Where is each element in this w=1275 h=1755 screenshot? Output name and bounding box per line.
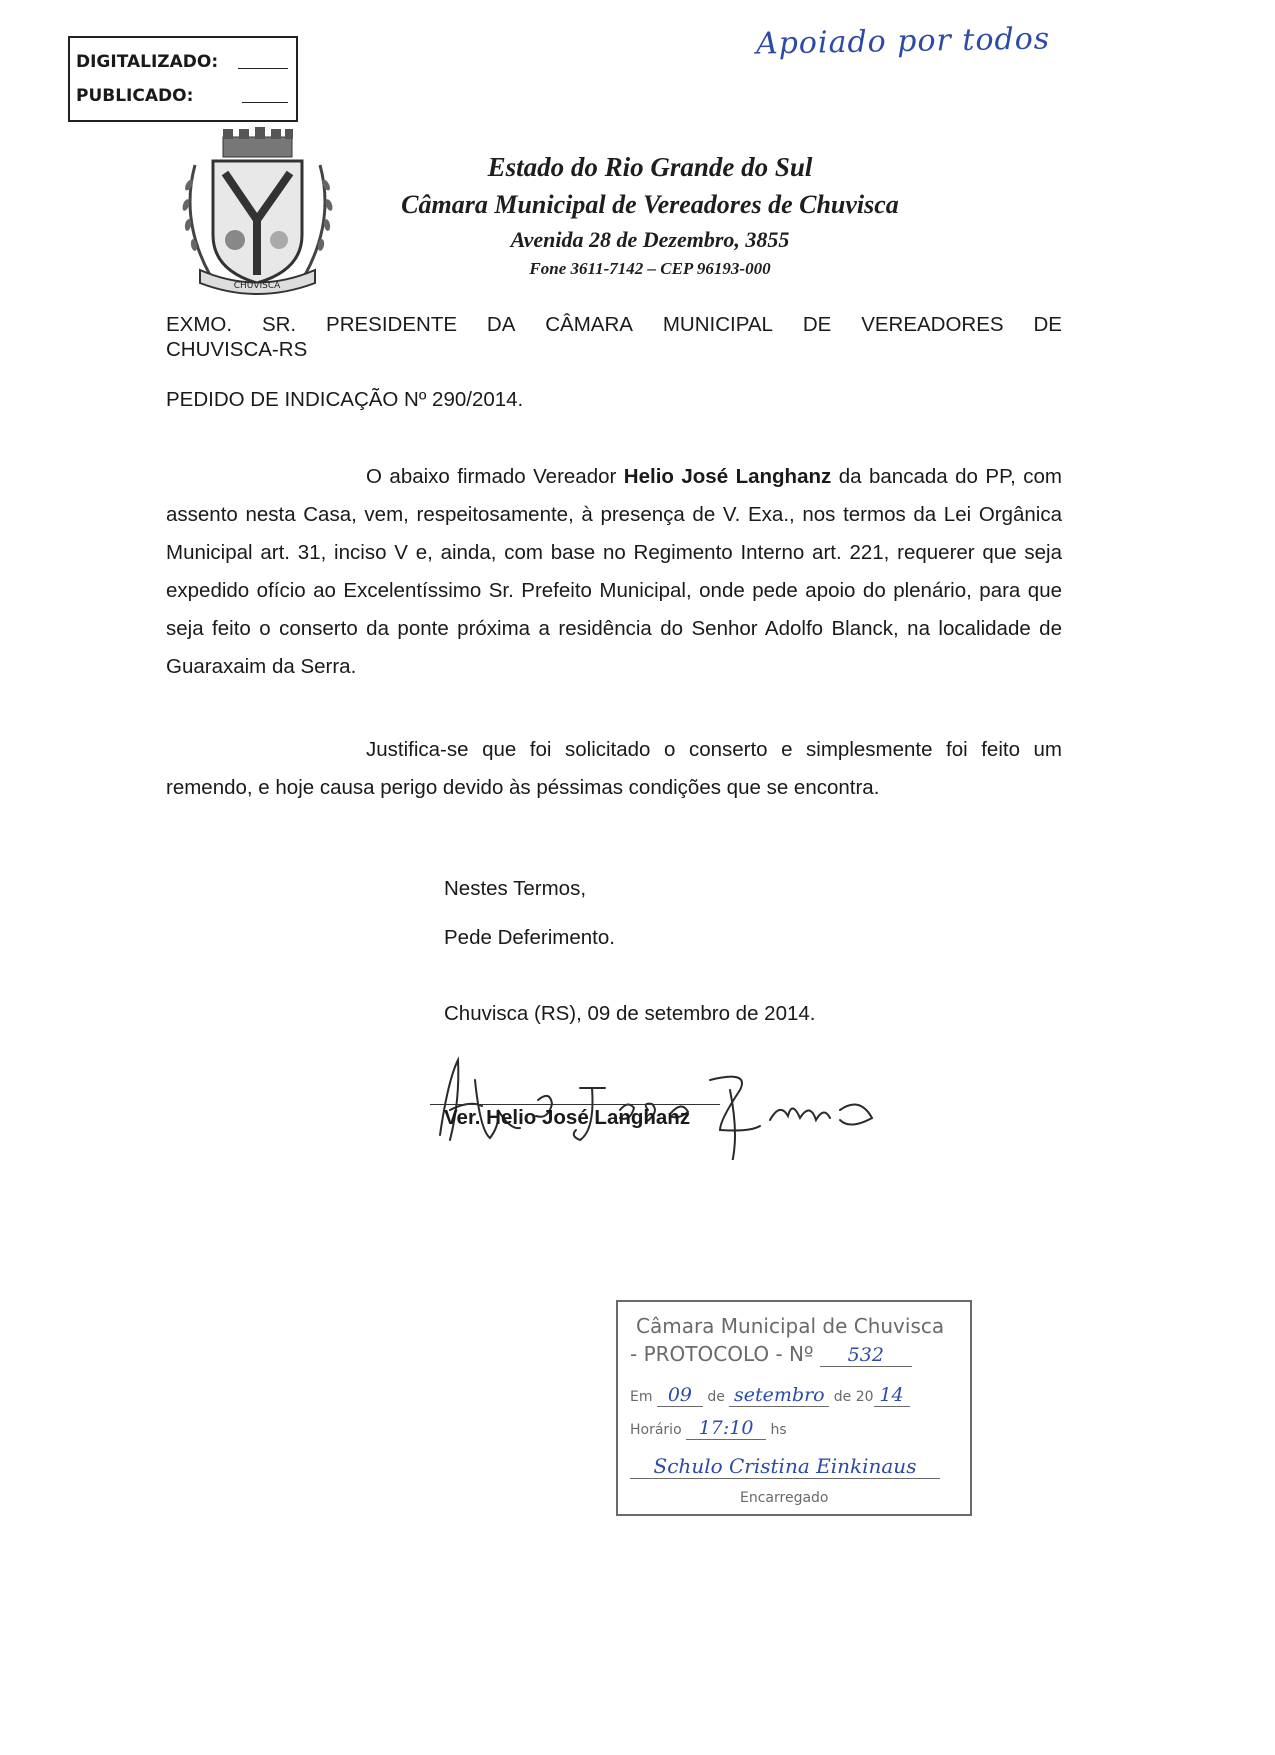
crest-ribbon-text: CHUVISCA [233,281,281,291]
protocol-month: setembro [729,1384,829,1407]
letterhead-contact: Fone 3611-7142 – CEP 96193-000 [529,259,771,278]
addressee-line1: EXMO. SR. PRESIDENTE DA CÂMARA MUNICIPAL DE VEREADORES DE [166,313,1062,336]
request-number: PEDIDO DE INDICAÇÃO Nº 290/2014. [166,388,524,411]
place-date: Chuvisca (RS), 09 de setembro de 2014. [444,1002,816,1025]
publicado-blank [242,102,288,103]
protocol-date-row: Em 09 de setembro de 20 14 [630,1384,910,1407]
body-paragraph-1: O abaixo firmado Vereador Helio José Langhanz da bancada do PP, com assento nesta Casa, vem, respeitosamente, à presença de V. Exa., nos termos da Lei Orgânica Municipal art. 31, inciso V e, ainda, com base no Regimento Interno art. 221, requerer que seja expedido ofício ao Excelentíssimo Sr. Prefeito Municipal, onde pede apoio do plenário, para que seja feito o conserto da ponte próxima a residência do Senhor Adolfo Blanck, na localidade de Guaraxaim da Serra. [166,465,1062,678]
protocol-officer-row [630,1454,950,1479]
councillor-name: Helio José Langhanz [623,465,832,488]
protocol-number: 532 [820,1344,912,1367]
protocol-title: Câmara Municipal de Chuvisca [636,1314,945,1338]
addressee [166,312,1062,362]
digitization-stamp [68,36,298,122]
protocol-encarregado: Encarregado [740,1490,829,1506]
body-paragraph-2: Justifica-se que foi solicitado o conserto e simplesmente foi feito um remendo, e hoje causa perigo devido às péssimas condições que se encontra. [166,738,1062,799]
signer-name: Ver. Helio José Langhanz [444,1106,691,1129]
protocol-year: 14 [874,1384,910,1407]
protocol-time: 17:10 [686,1417,766,1440]
protocol-officer-signature: Schulo Cristina Einkinaus [630,1454,940,1479]
publicado-label: PUBLICADO: [76,86,194,106]
letterhead-address: Avenida 28 de Dezembro, 3855 [510,227,790,252]
protocol-time-row: Horário 17:10 hs [630,1417,787,1439]
letterhead-state: Estado do Rio Grande do Sul [487,152,813,182]
protocol-day: 09 [657,1384,703,1407]
letterhead-chamber: Câmara Municipal de Vereadores de Chuvisca [401,190,899,219]
handwritten-note: Apoiado por todos [755,21,1051,62]
signature-icon [420,1040,890,1160]
protocol-stamp [616,1300,972,1516]
digitalizado-label: DIGITALIZADO: [76,52,219,72]
digitalizado-blank [238,68,288,69]
signature-line [430,1104,720,1105]
closing-line-2: Pede Deferimento. [444,926,615,949]
closing-line-1: Nestes Termos, [444,877,587,900]
protocol-number-row: - PROTOCOLO - Nº 532 [630,1342,912,1367]
addressee-line2: CHUVISCA-RS [166,338,308,361]
